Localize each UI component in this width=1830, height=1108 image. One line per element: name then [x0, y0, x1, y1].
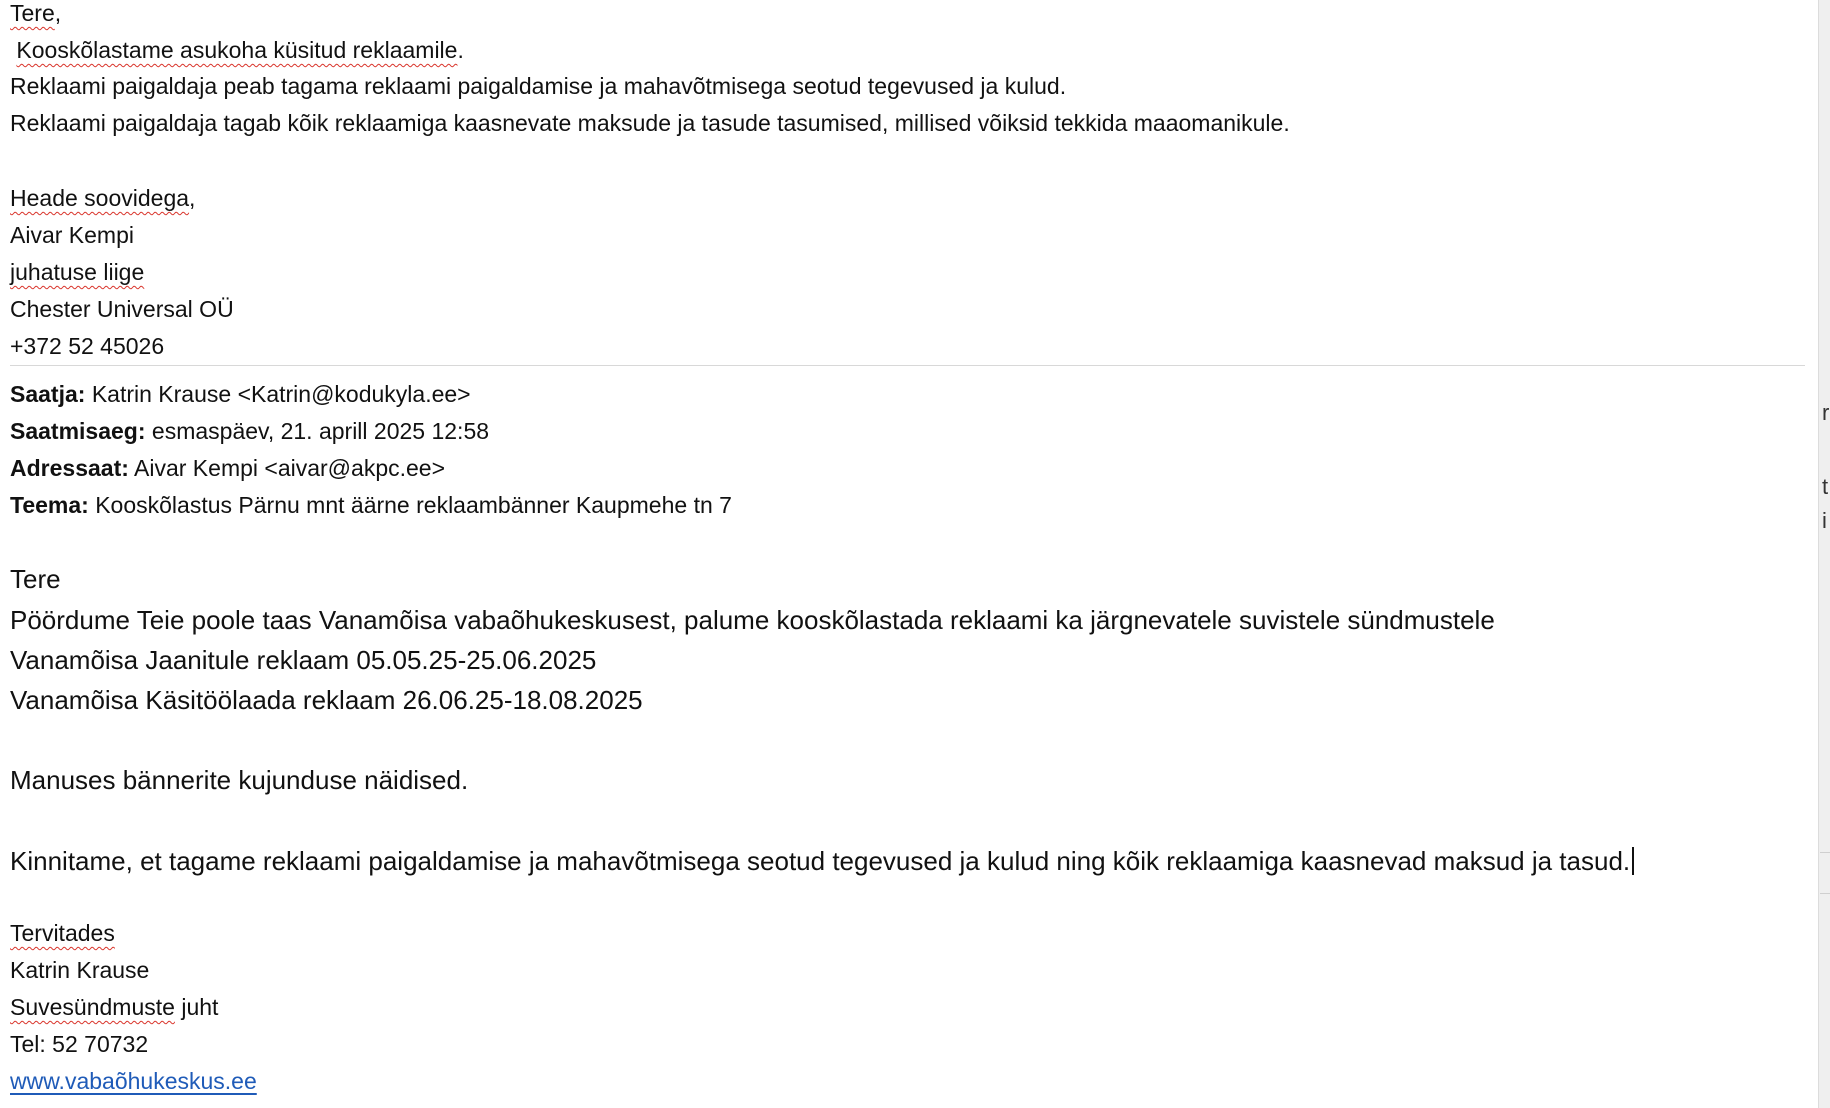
header-to: [10, 457, 445, 480]
reply-line-1-text: Kooskõlastame asukoha küsitud reklaamile: [16, 37, 458, 63]
reply-closing: Heade soovidega,: [10, 185, 196, 211]
original-signature-link-row: [10, 1070, 257, 1093]
reply-line-3: Reklaami paigaldaja tagab kõik reklaamiga kaasnevate maksude ja tasude tasumised, millised võiksid tekkida maaomanikule.: [10, 110, 1290, 136]
header-sent-value: esmaspäev, 21. aprill 2025 12:58: [151, 418, 490, 444]
original-line-3: Vanamõisa Käsitöölaada reklaam 26.06.25-18.08.2025: [10, 685, 643, 715]
header-subject-value: Kooskõlastus Pärnu mnt äärne reklaambänner Kaupmehe tn 7: [95, 492, 732, 518]
header-from: [10, 383, 471, 406]
header-to-label: Adressaat:: [10, 455, 129, 481]
reply-signature-phone: +372 52 45026: [10, 333, 165, 359]
header-to-value: Aivar Kempi <aivar@akpc.ee>: [134, 455, 446, 481]
original-greeting: Tere: [10, 564, 61, 594]
header-subject-label: Teema:: [10, 492, 89, 518]
text-cursor: [1632, 847, 1634, 875]
edge-control-segment: [1820, 852, 1830, 894]
reply-greeting-word: Tere: [10, 0, 55, 26]
reply-signature-company: Chester Universal OÜ: [10, 296, 234, 322]
reply-line-1: Kooskõlastame asukoha küsitud reklaamile.: [16, 37, 464, 63]
original-line-5-text: Kinnitame, et tagame reklaami paigaldamise ja mahavõtmisega seotud tegevused ja kulud ning kõik reklaamiga kaasnevad maksud ja tasud.: [10, 846, 1631, 876]
reply-signature-title-text: juhatuse liige: [10, 259, 145, 285]
header-from-label: Saatja:: [10, 381, 86, 407]
edge-fragment-mid-2: i: [1822, 508, 1827, 533]
original-line-1: Pöördume Teie poole taas Vanamõisa vabaõhukeskusest, palume kooskõlastada reklaami ka järgnevatele suvistele sündmustele: [10, 605, 1495, 635]
header-sent-label: Saatmisaeg:: [10, 418, 146, 444]
original-signature-title: [10, 996, 218, 1019]
message-separator: [10, 365, 1805, 366]
original-signature-title-word: Suvesündmuste: [10, 994, 175, 1020]
reply-signature-title: [10, 261, 144, 284]
adjacent-window-edge: [1818, 0, 1830, 1108]
original-closing-text: Tervitades: [10, 920, 115, 946]
original-line-5[interactable]: [10, 847, 1634, 875]
reply-signature-name: Aivar Kempi: [10, 222, 134, 248]
original-line-2: Vanamõisa Jaanitule reklaam 05.05.25-25.06.2025: [10, 645, 597, 675]
original-signature-title-rest: juht: [174, 994, 219, 1020]
reply-greeting: Tere,: [10, 0, 62, 26]
header-subject: [10, 494, 732, 517]
edge-fragment-top: r: [1822, 400, 1830, 425]
original-line-4: Manuses bännerite kujunduse näidised.: [10, 765, 469, 795]
reply-closing-text: Heade soovidega: [10, 185, 190, 211]
website-link[interactable]: www.vabaõhukeskus.ee: [10, 1068, 257, 1094]
original-signature-phone: Tel: 52 70732: [10, 1031, 149, 1057]
original-closing: [10, 922, 115, 945]
reply-line-2: Reklaami paigaldaja peab tagama reklaami paigaldamise ja mahavõtmisega seotud tegevused ja kulud.: [10, 73, 1067, 99]
header-sent: [10, 420, 489, 443]
original-signature-name: Katrin Krause: [10, 957, 150, 983]
header-from-value: Katrin Krause <Katrin@kodukyla.ee>: [91, 381, 471, 407]
edge-fragment-mid-1: t: [1822, 474, 1829, 499]
